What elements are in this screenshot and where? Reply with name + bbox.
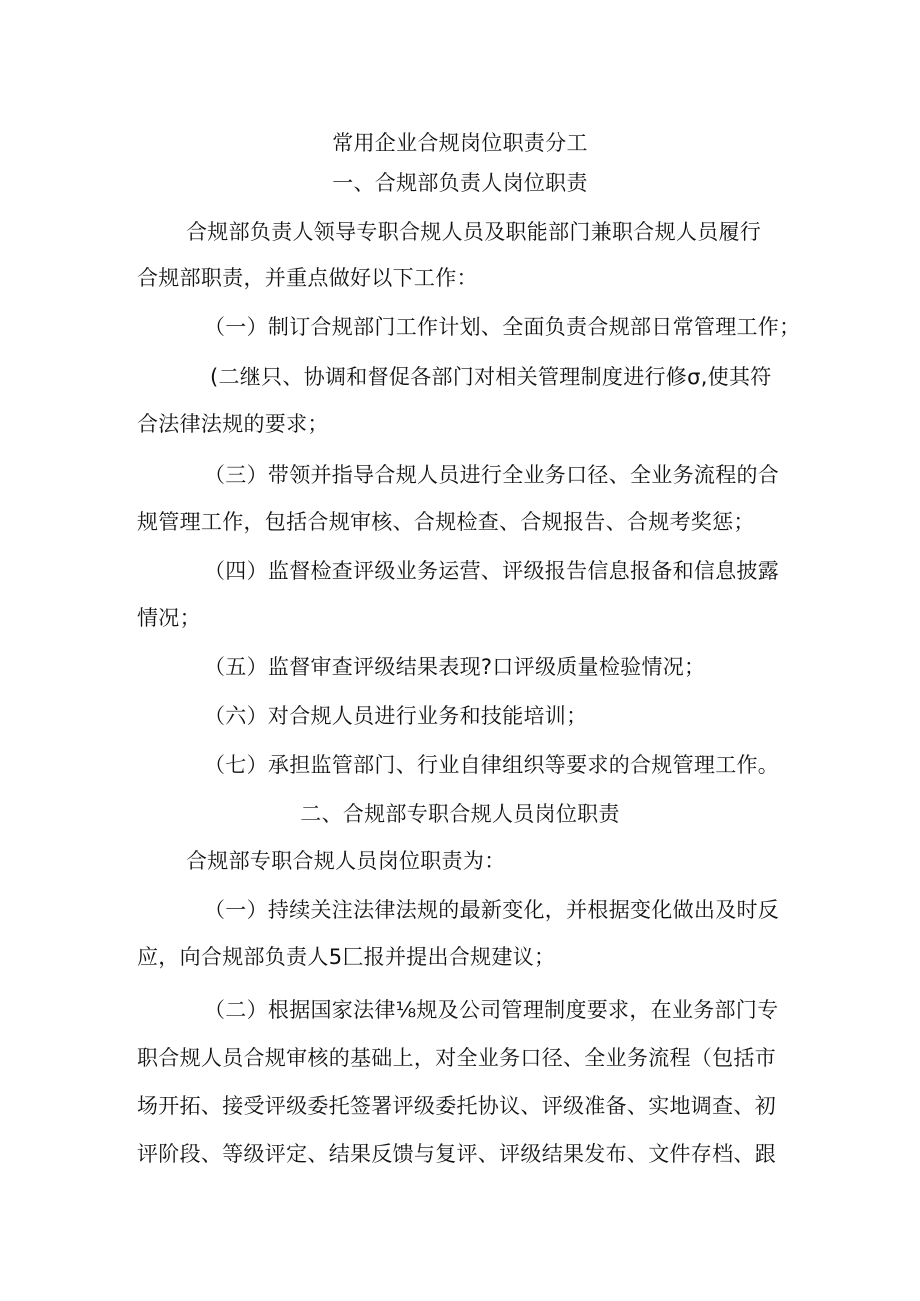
- section-1-intro-line-1: 合规部负责人领导专职合规人员及职能部门兼职合规人员履行: [186, 220, 762, 244]
- section-1-heading: 一、合规部负责人岗位职责: [332, 171, 588, 195]
- section-2-item-2-line-3: 场开拓、接受评级委托签署评级委托协议、评级准备、实地调查、初: [137, 1094, 776, 1118]
- section-2-item-2-line-2: 职合规人员合规审核的基础上，对全业务口径、全业务流程（包括市: [137, 1046, 776, 1070]
- section-1-item-6: （六）对合规人员进行业务和技能培训；: [204, 704, 588, 728]
- section-1-item-2-line-2: 合法律法规的要求；: [137, 412, 329, 436]
- section-1-item-7: （七）承担监管部门、行业自律组织等要求的合规管理工作。: [204, 753, 780, 777]
- section-2-item-1-line-2: 应，向合规部负责人5匚报并提出合规建议；: [137, 945, 556, 969]
- section-1-item-4-line-1: （四）监督检查评级业务运营、评级报告信息报备和信息披露: [204, 559, 780, 583]
- document-title: 常用企业合规岗位职责分工: [332, 131, 588, 155]
- section-1-item-4-line-2: 情况；: [137, 606, 201, 630]
- section-1-item-1: （一）制订合规部门工作计划、全面负责合规部日常管理工作；: [204, 315, 801, 339]
- section-1-intro-line-2: 合规部职责，并重点做好以下工作：: [137, 266, 478, 290]
- section-1-item-5: （五）监督审查评级结果表现?口评级质量检验情况；: [204, 655, 706, 679]
- section-1-item-3-line-2: 规管理工作，包括合规审核、合规检查、合规报告、合规考奖惩；: [137, 510, 755, 534]
- section-1-item-3-line-1: （三）带领并指导合规人员进行全业务口径、全业务流程的合: [204, 463, 780, 487]
- section-2-intro: 合规部专职合规人员岗位职责为：: [186, 849, 506, 873]
- section-1-item-2-line-1: (二继只、协调和督促各部门对相关管理制度进行修σ,使其符: [210, 365, 772, 389]
- section-2-heading: 二、合规部专职合规人员岗位职责: [300, 802, 620, 826]
- section-2-item-2-line-4: 评阶段、等级评定、结果反馈与复评、评级结果发布、文件存档、跟: [137, 1142, 776, 1166]
- section-2-item-2-line-1: （二）根据国家法律⅛规及公司管理制度要求，在业务部门专: [204, 998, 779, 1022]
- section-2-item-1-line-1: （一）持续关注法律法规的最新变化，并根据变化做出及时反: [204, 898, 780, 922]
